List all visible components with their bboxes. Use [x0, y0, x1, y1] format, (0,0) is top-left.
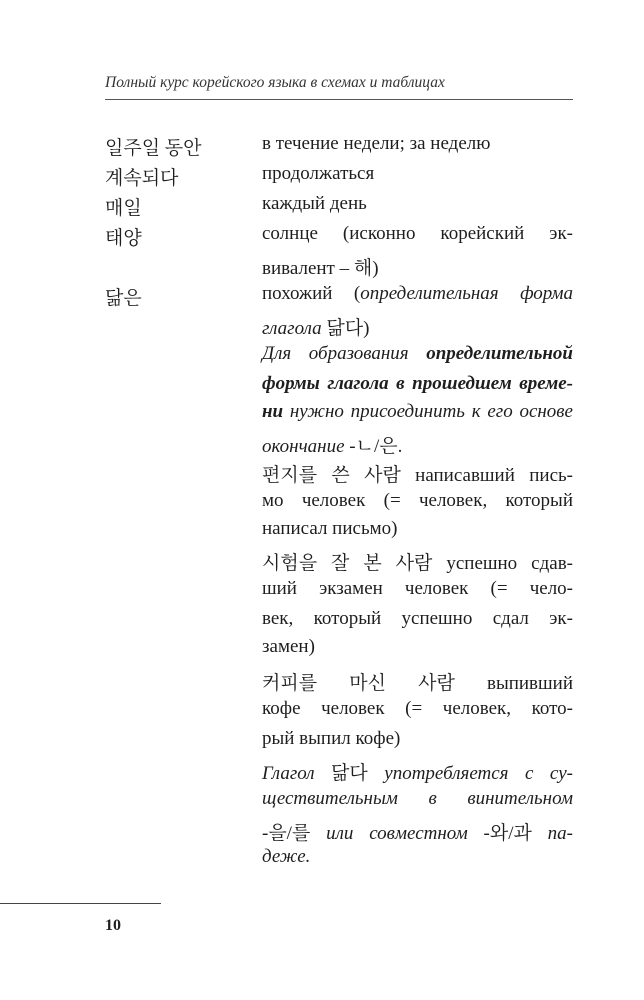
footer-rule: [0, 903, 161, 904]
text-segment: деже.: [262, 846, 311, 867]
text-line: [262, 163, 573, 185]
text-segment: кофе человек (= человек, кото-: [262, 698, 573, 719]
text-segment: написал письмо): [262, 518, 398, 539]
text-line: [262, 283, 573, 305]
text-segment: каждый день: [262, 193, 367, 214]
text-line: [262, 818, 573, 845]
text-segment: определительной: [426, 343, 573, 364]
text-segment: мо человек (= человек, который: [262, 490, 573, 511]
text-segment: или совместном: [326, 823, 468, 844]
running-header: Полный курс корейского языка в схемах и таблицах: [105, 74, 445, 91]
text-segment: нужно присоединить к его основе: [283, 401, 573, 422]
text-segment: вивалент – 해): [262, 258, 379, 279]
text-segment: 편지를 쓴 사람 написавший пись-: [262, 465, 573, 486]
text-segment: 시험을 잘 본 사람 успешно сдав-: [262, 553, 573, 574]
text-line: [262, 668, 573, 695]
text-segment: ществительным в винительном: [262, 788, 573, 809]
text-segment: продолжаться: [262, 163, 375, 184]
text-segment: похожий (: [262, 283, 361, 304]
text-segment: в течение недели; за неделю: [262, 133, 491, 154]
text-segment: па-: [547, 823, 573, 844]
text-line: [262, 728, 573, 750]
text-line: [262, 460, 573, 487]
text-line: [262, 253, 573, 280]
korean-term: 닮은: [105, 288, 142, 309]
text-line: [262, 431, 573, 458]
text-segment: глагола: [262, 318, 322, 339]
text-segment: солнце (исконно корейский эк-: [262, 223, 573, 244]
text-line: [262, 223, 573, 245]
text-segment: Для образования: [262, 343, 427, 364]
text-line: [262, 636, 573, 658]
text-segment: век, который успешно сдал эк-: [262, 608, 573, 629]
text-line: [262, 578, 573, 600]
text-line: [262, 548, 573, 575]
text-line: [262, 343, 573, 365]
text-segment: -을/를: [262, 823, 327, 844]
text-line: [262, 401, 573, 423]
text-segment: 커피를 마신 사람 выпивший: [262, 673, 573, 694]
text-line: [262, 373, 573, 395]
text-segment: употребляется с су-: [384, 763, 573, 784]
text-segment: 닮다): [321, 318, 370, 339]
text-segment: формы глагола в прошедшем време-: [262, 373, 573, 394]
text-line: [262, 133, 573, 155]
text-line: [262, 698, 573, 720]
text-line: [262, 608, 573, 630]
text-line: [262, 846, 573, 868]
text-segment: Глагол: [262, 763, 315, 784]
text-segment: окончание: [262, 436, 345, 457]
text-segment: замен): [262, 636, 315, 657]
text-segment: определительная форма: [360, 283, 573, 304]
text-line: [262, 518, 573, 540]
text-segment: -와/과: [467, 823, 548, 844]
page-number: 10: [105, 917, 121, 934]
text-segment: ни: [262, 401, 284, 422]
korean-term: 태양: [105, 228, 142, 249]
header-rule: [105, 99, 573, 100]
text-segment: 닮다: [314, 763, 385, 784]
text-segment: ший экзамен человек (= чело-: [262, 578, 573, 599]
text-line: [262, 490, 573, 512]
korean-term: 매일: [105, 198, 142, 219]
text-segment: -ㄴ/은.: [344, 436, 403, 457]
text-line: [262, 788, 573, 810]
text-line: [262, 313, 573, 340]
text-line: [262, 193, 573, 215]
text-segment: рый выпил кофе): [262, 728, 401, 749]
korean-term: 계속되다: [105, 168, 179, 189]
text-line: [262, 758, 573, 785]
korean-term: 일주일 동안: [105, 138, 202, 159]
